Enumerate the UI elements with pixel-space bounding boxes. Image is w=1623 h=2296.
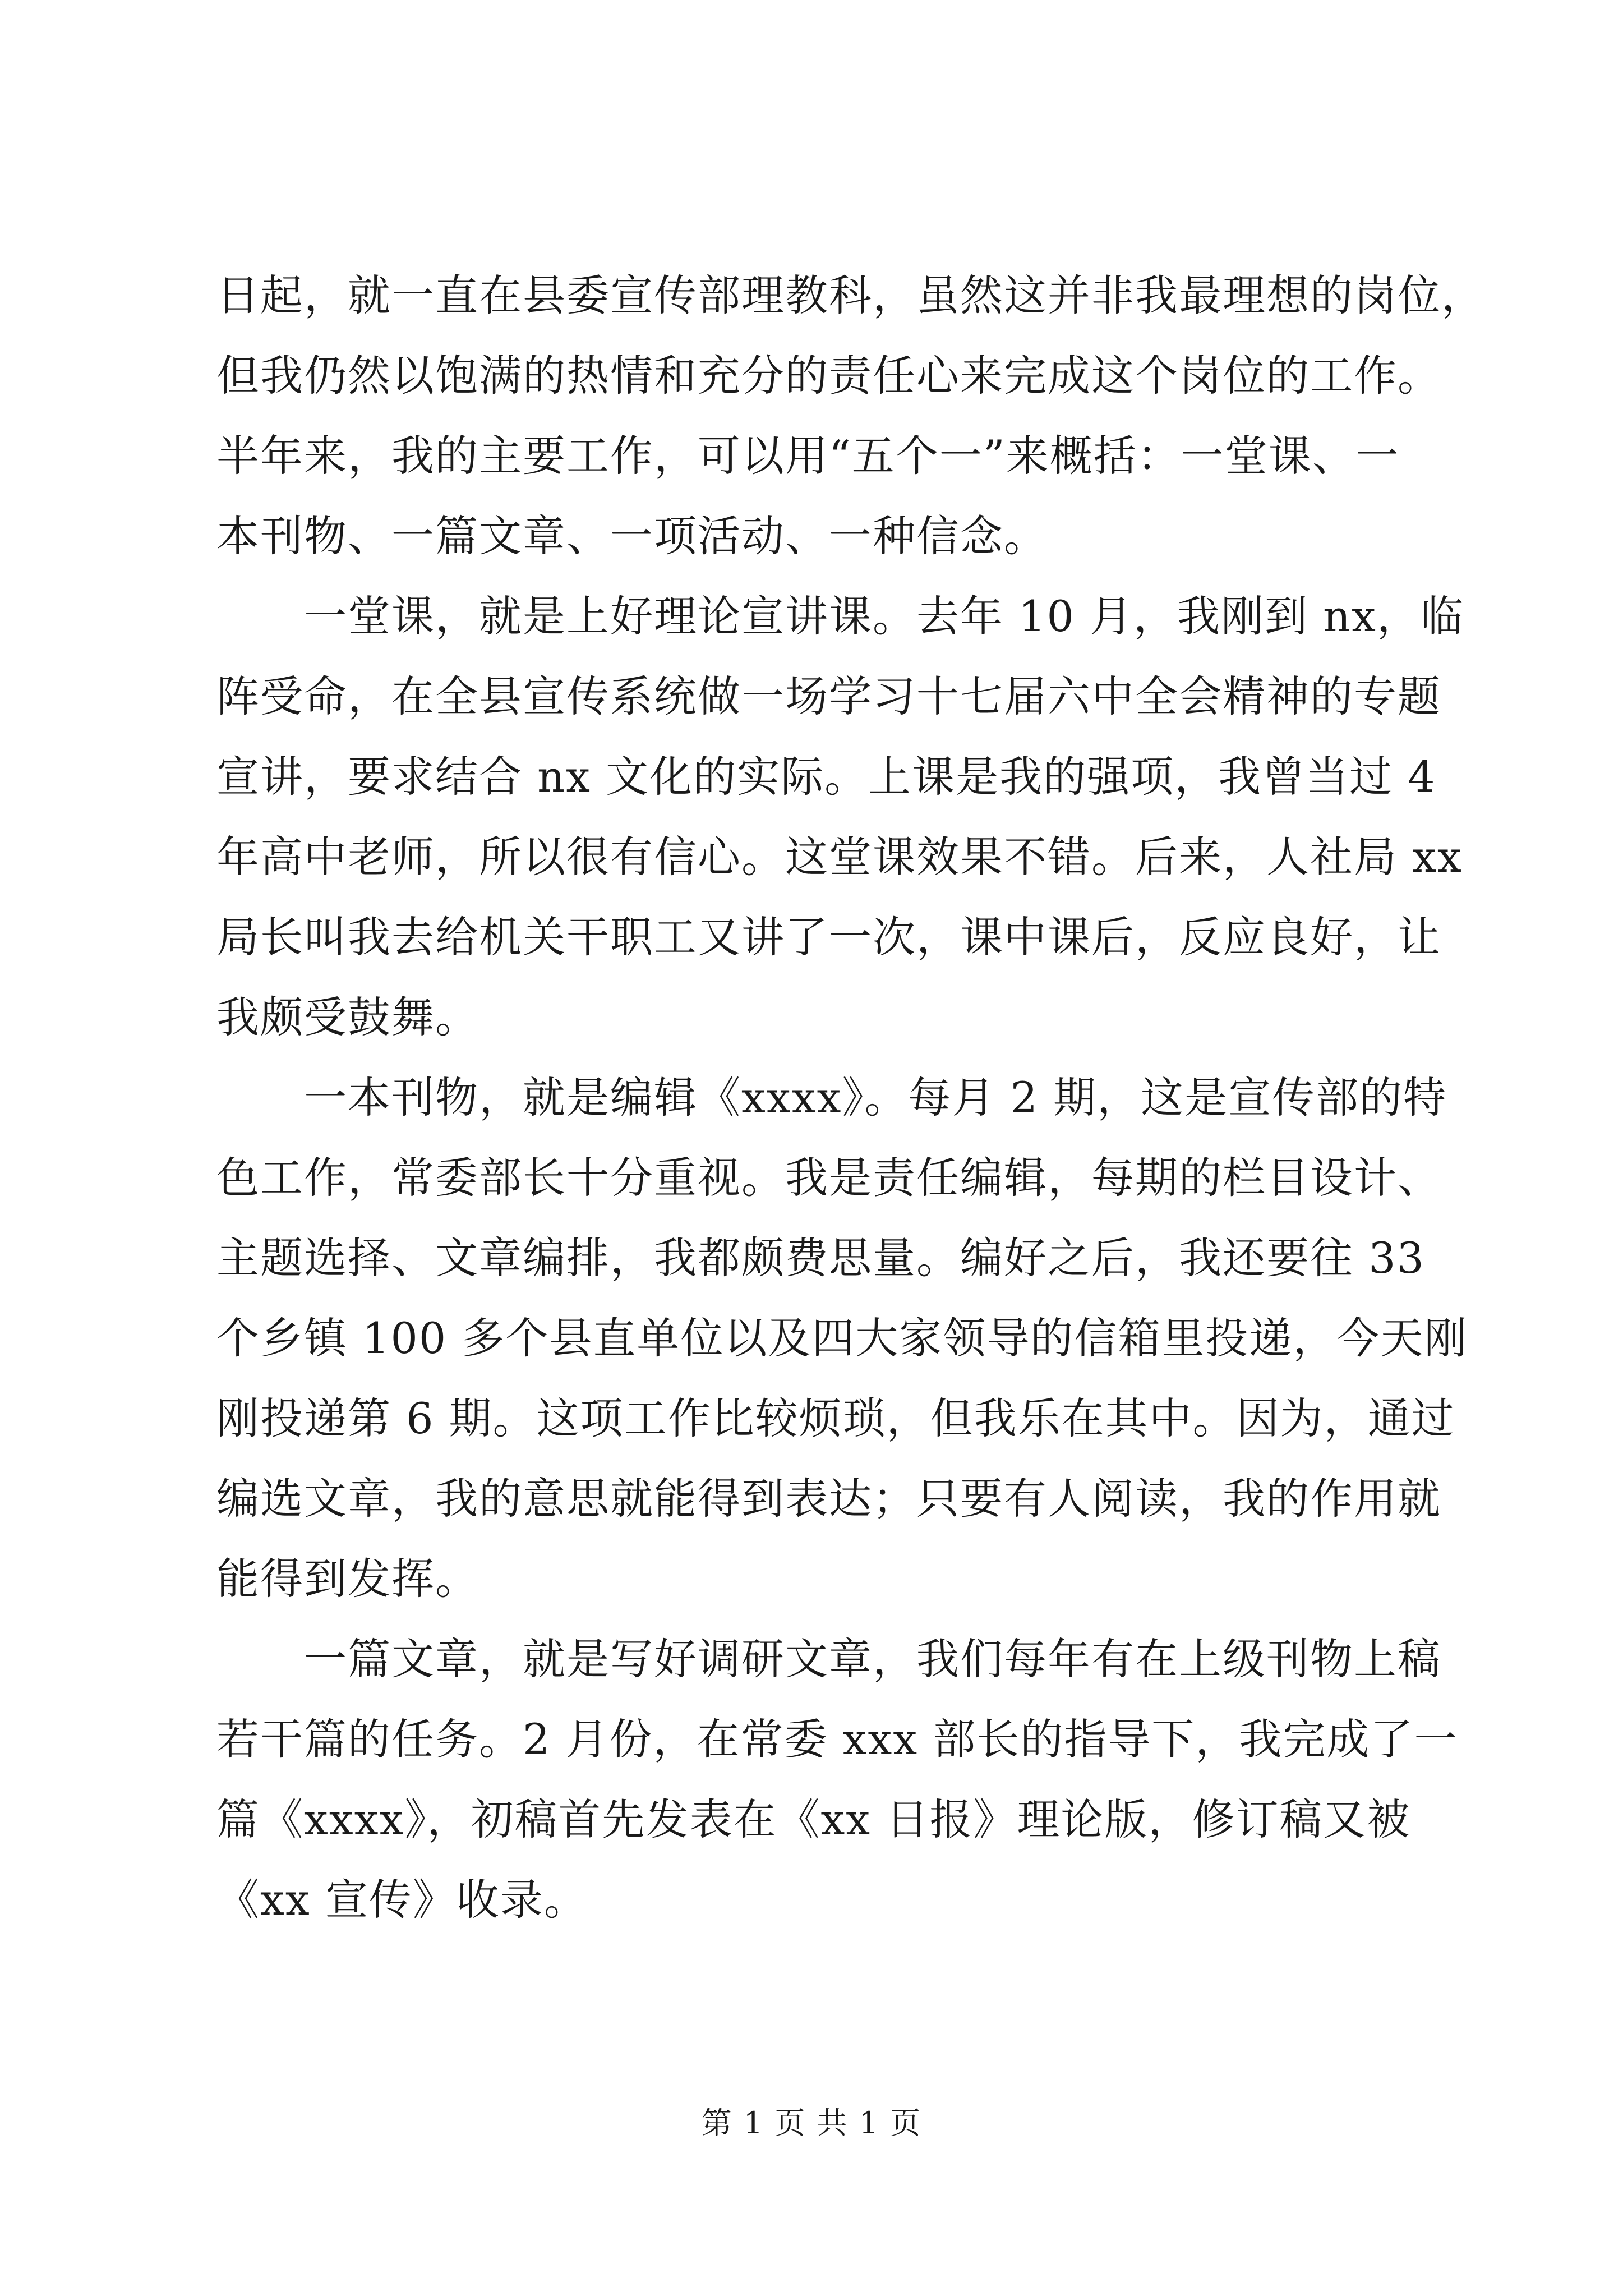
text-line: 一篇文章，就是写好调研文章，我们每年有在上级刊物上稿	[216, 1634, 1441, 1684]
text-line: 色工作，常委部长十分重视。我是责任编辑，每期的栏目设计、	[216, 1153, 1441, 1203]
text-line: 年高中老师，所以很有信心。这堂课效果不错。后来，人社局 xx	[216, 832, 1463, 882]
text-line: 半年来，我的主要工作，可以用“五个一”来概括：一堂课、一	[216, 431, 1400, 481]
text-line: 若干篇的任务。2 月份，在常委 xxx 部长的指导下，我完成了一	[216, 1714, 1458, 1764]
document-body	[216, 255, 1485, 1940]
text-line: 《xx 宣传》收录。	[216, 1875, 588, 1925]
text-line: 个乡镇 100 多个县直单位以及四大家领导的信箱里投递，今天刚	[216, 1313, 1468, 1363]
text-line: 一本刊物，就是编辑《xxxx》。每月 2 期，这是宣传部的特	[216, 1073, 1447, 1122]
page-number-footer: 第 1 页 共 1 页	[701, 2105, 922, 2141]
text-line: 日起，就一直在县委宣传部理教科，虽然这并非我最理想的岗位，	[216, 270, 1485, 320]
text-line: 篇《xxxx》，初稿首先发表在《xx 日报》理论版，修订稿又被	[216, 1795, 1411, 1844]
text-line: 能得到发挥。	[216, 1554, 479, 1604]
text-line: 主题选择、文章编排，我都颇费思量。编好之后，我还要往 33	[216, 1233, 1425, 1283]
text-line: 一堂课，就是上好理论宣讲课。去年 10 月，我刚到 nx，临	[216, 591, 1464, 641]
text-line: 局长叫我去给机关干职工又讲了一次，课中课后，反应良好，让	[216, 912, 1441, 962]
text-line: 我颇受鼓舞。	[216, 992, 479, 1042]
text-line: 编选文章，我的意思就能得到表达；只要有人阅读，我的作用就	[216, 1474, 1441, 1524]
text-line: 但我仍然以饱满的热情和充分的责任心来完成这个岗位的工作。	[216, 351, 1441, 401]
text-line: 宣讲，要求结合 nx 文化的实际。上课是我的强项，我曾当过 4	[216, 752, 1436, 802]
text-line: 刚投递第 6 期。这项工作比较烦琐，但我乐在其中。因为，通过	[216, 1393, 1455, 1443]
text-line: 本刊物、一篇文章、一项活动、一种信念。	[216, 511, 1048, 561]
text-line: 阵受命，在全县宣传系统做一场学习十七届六中全会精神的专题	[216, 671, 1441, 721]
